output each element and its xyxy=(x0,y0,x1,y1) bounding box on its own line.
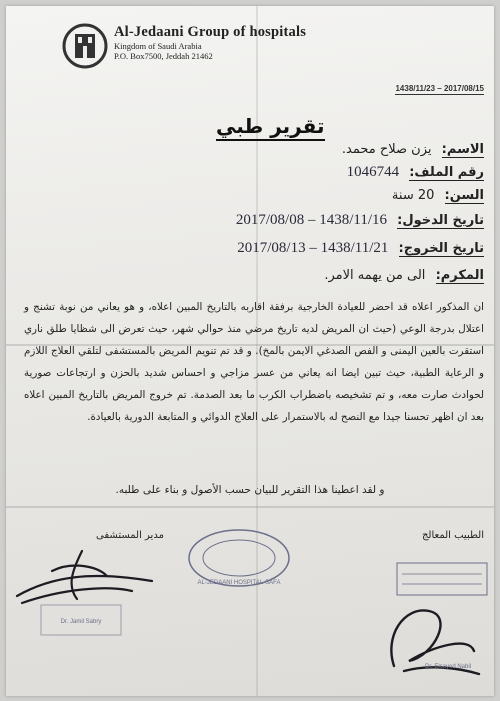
hospital-logo-icon xyxy=(61,22,109,70)
medical-report-paper xyxy=(6,6,494,696)
field-admission-label: تاريخ الدخول: xyxy=(397,213,484,228)
report-title xyxy=(216,114,325,138)
field-age-label: السن: xyxy=(444,188,484,203)
field-file-no-label: رقم الملف: xyxy=(409,165,484,180)
field-discharge xyxy=(237,240,484,257)
field-recipient-label: المكرم: xyxy=(435,268,484,283)
hospital-name: Al-Jedaani Group of hospitals xyxy=(114,24,307,40)
field-age-value: 20 سنة xyxy=(391,188,435,203)
director-stamp-icon xyxy=(40,604,122,636)
letterhead xyxy=(114,24,306,61)
field-discharge-label: تاريخ الخروج: xyxy=(398,241,484,256)
field-name xyxy=(342,142,484,157)
field-admission-value: 1438/11/16 – 2017/08/08 xyxy=(235,212,387,228)
hospital-country: Kingdom of Saudi Arabia xyxy=(114,41,202,51)
report-date xyxy=(395,84,484,93)
report-body: ان المذكور اعلاه قد احضر للعيادة الخارجية برفقة اقاربه بالتاريخ المبين اعلاه، و هو يعاني من نوبة تشنج و اعتلال بدرجة الوعي (حيث ان المريض لديه تاريخ مرضي منذ حوالي شهر، حيث تعرض الى شظايا طلق ناري استقرت بالعين اليمنى و الفص الصدغي الايمن بالمخ). و قد تم تنويم المريض بالمستشفى لتلقي العلاج اللازم و الرعاية الطبية، حيث تبين ايضا انه يعاني من عسر مزاجي و احساس شديد بالحزن و ارتجاعات صورية لحوادث صارت معه، و تم تشخيصه باضطراب الكرب ما بعد الصدمة. تم خروج المريض بالتاريخ المبين اعلاه بعد ان اظهر تحسنا جيدا مع النصح له بالاستمرار على العلاج الدوائي و المتابعة الدورية بالعيادة. xyxy=(24,301,484,423)
field-discharge-value: 1438/11/21 – 2017/08/13 xyxy=(237,240,389,256)
field-file-no xyxy=(347,164,484,181)
report-date-text: 1438/11/23 – 2017/08/15 xyxy=(395,84,484,93)
field-recipient-value: الى من يهمه الامر. xyxy=(324,268,426,283)
hospital-seal-icon xyxy=(184,526,294,590)
fold-line xyxy=(6,506,494,508)
doctor-title: الطبيب المعالج xyxy=(421,530,484,541)
field-recipient xyxy=(324,268,484,283)
svg-text:AL-JEDAANI HOSPITAL-SAFA: AL-JEDAANI HOSPITAL-SAFA xyxy=(197,580,281,586)
svg-text:Dr. Jamil Sabry: Dr. Jamil Sabry xyxy=(60,619,102,625)
director-signature-icon xyxy=(12,541,162,611)
field-age xyxy=(392,188,484,203)
hospital-address: P.O. Box7500, Jeddah 21462 xyxy=(114,51,213,61)
field-file-no-value: 1046744 xyxy=(346,164,400,180)
field-name-label: الاسم: xyxy=(441,142,484,157)
closing-statement: و لقد اعطينا هذا التقرير للبيان حسب الأصول و بناء على طلبه. xyxy=(115,484,385,496)
field-admission xyxy=(236,212,484,229)
report-title-text: تقرير طبي xyxy=(216,114,325,141)
director-title: مدير المستشفى xyxy=(96,530,164,541)
doctor-name-stamp-icon xyxy=(408,648,488,684)
field-name-value: يزن صلاح محمد. xyxy=(341,142,432,157)
svg-text:Dr. Elsayed Nabil: Dr. Elsayed Nabil xyxy=(424,664,472,670)
